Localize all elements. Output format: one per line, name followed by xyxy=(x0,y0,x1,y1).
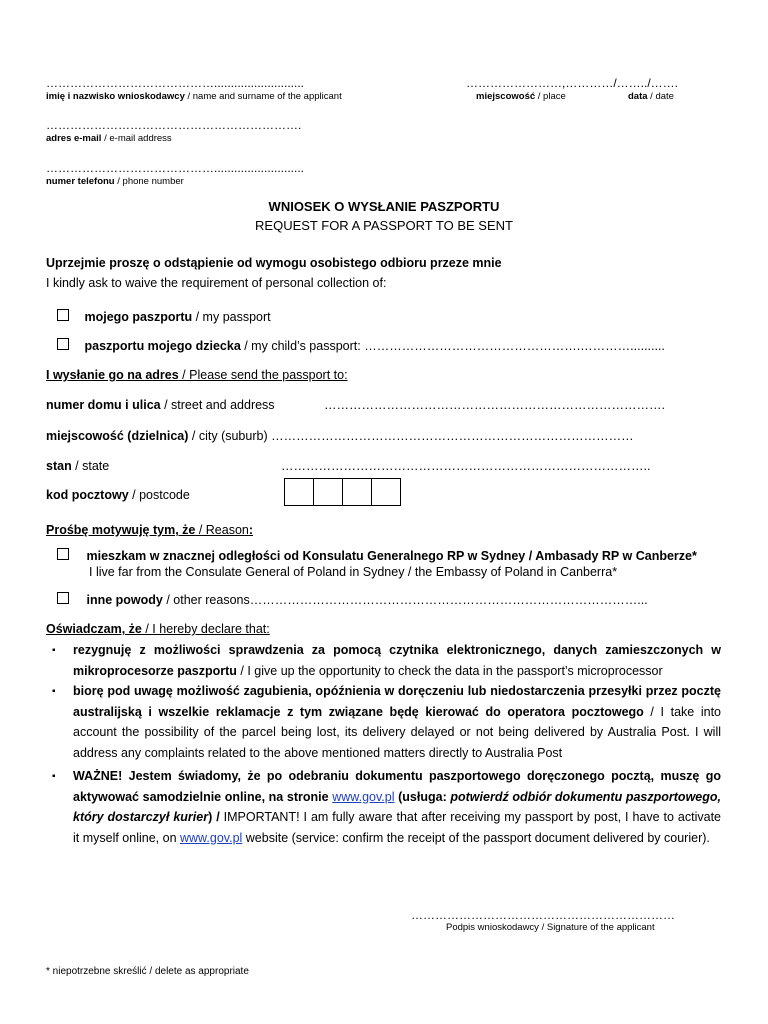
declare-heading-pl: Oświadczam, że xyxy=(46,622,142,636)
other-reasons-checkbox[interactable] xyxy=(57,592,69,604)
declare-heading xyxy=(46,622,270,636)
postcode-label-en: / postcode xyxy=(128,488,190,502)
city-label xyxy=(46,429,634,443)
date-label-pl: data xyxy=(628,91,648,102)
city-label-en: / city (suburb) xyxy=(188,429,272,443)
postcode-boxes[interactable] xyxy=(284,478,401,506)
place-label-en: / place xyxy=(535,91,566,102)
name-label-pl: imię i nazwisko wnioskodawcy xyxy=(46,91,185,102)
declaration-3-pl-c: potwierdź odbiór dokumentu paszportowego, który dostarczył kurier xyxy=(73,789,721,824)
postcode-box[interactable] xyxy=(313,478,343,506)
place-label-pl: miejscowość xyxy=(476,91,536,102)
name-field-line[interactable]: ……………………………………........................... xyxy=(46,76,305,90)
state-label-pl: stan xyxy=(46,459,72,473)
child-passport-dots[interactable]: …………………………………………….………….......... xyxy=(364,339,665,353)
reason-heading-colon: : xyxy=(248,523,254,537)
street-label-pl: numer domu i ulica xyxy=(46,398,161,412)
street-label xyxy=(46,398,275,412)
declare-heading-en: / I hereby declare that: xyxy=(141,622,270,636)
signature-field-line[interactable]: ………………………………………………………… xyxy=(411,908,675,922)
city-label-pl: miejscowość (dzielnica) xyxy=(46,429,189,443)
live-far-checkbox[interactable] xyxy=(57,548,69,560)
bullet-icon: ▪ xyxy=(52,686,56,697)
declaration-1-en: / I give up the opportunity to check the data in the passport’s microprocessor xyxy=(236,663,663,678)
option-my-passport[interactable] xyxy=(57,309,271,324)
live-far-label-pl: mieszkam w znacznej odległości od Konsulatu Generalnego RP w Sydney / Ambasady RP w Canberze* xyxy=(86,549,697,563)
phone-label-en: / phone number xyxy=(114,176,184,187)
declaration-3-pl-b: (usługa: xyxy=(394,789,451,804)
postcode-box[interactable] xyxy=(284,478,314,506)
phone-field-line[interactable]: ……………………………………........................... xyxy=(46,161,305,175)
date-label-en: / date xyxy=(647,91,674,102)
bullet-icon: ▪ xyxy=(52,771,56,782)
gov-pl-link[interactable]: www.gov.pl xyxy=(332,789,395,804)
my-passport-label-en: / my passport xyxy=(192,310,271,324)
state-field-line[interactable]: …………………………………………………………………………….. xyxy=(281,459,651,473)
phone-field-label xyxy=(46,176,184,187)
email-field-label xyxy=(46,133,172,144)
declaration-item-1 xyxy=(73,640,721,681)
city-field-line[interactable]: …………………………………………………………………………… xyxy=(271,429,634,443)
declaration-item-3 xyxy=(73,766,721,848)
option-live-far[interactable] xyxy=(57,548,697,563)
address-heading-en: / Please send the passport to: xyxy=(178,368,348,382)
place-date-field-line[interactable]: ……………………,…………/……../……. xyxy=(466,76,679,90)
live-far-label-en: I live far from the Consulate General of Poland in Sydney / the Embassy of Poland in Canberra* xyxy=(89,565,618,579)
intro-pl: Uprzejmie proszę o odstąpienie od wymogu osobistego odbioru przeze mnie xyxy=(46,256,502,270)
my-passport-checkbox[interactable] xyxy=(57,309,69,321)
child-passport-label-pl: paszportu mojego dziecka xyxy=(84,339,241,353)
child-passport-checkbox[interactable] xyxy=(57,338,69,350)
option-other-reasons[interactable] xyxy=(57,592,648,607)
email-label-pl: adres e-mail xyxy=(46,133,102,144)
footnote: * niepotrzebne skreślić / delete as appropriate xyxy=(46,966,249,977)
declaration-item-2 xyxy=(73,681,721,763)
my-passport-label-pl: mojego paszportu xyxy=(84,310,193,324)
declaration-1-pl: rezygnuję z możliwości sprawdzenia za pomocą czytnika elektronicznego, danych zamieszczonych w mikroprocesorze paszportu xyxy=(73,643,721,678)
phone-label-pl: numer telefonu xyxy=(46,176,115,187)
declaration-2-pl: biorę pod uwagę możliwość zagubienia, opóźnienia w doręczeniu lub niedostarczenia przesyłki przez pocztę australijską i wszelkie reklamacje z tym związane będę kierować do operatora pocztowego xyxy=(73,684,721,719)
name-field-label xyxy=(46,91,342,102)
reason-heading-pl: Prośbę motywuję tym, że xyxy=(46,523,196,537)
postcode-box[interactable] xyxy=(371,478,401,506)
declaration-3-en-b: website (service: confirm the receipt of the passport document delivered by courier). xyxy=(242,830,710,845)
signature-label: Podpis wnioskodawcy / Signature of the applicant xyxy=(446,922,655,933)
email-field-line[interactable]: ………………………………………………………. xyxy=(46,118,302,132)
address-heading xyxy=(46,368,348,382)
place-label xyxy=(476,91,566,102)
date-label xyxy=(628,91,674,102)
declaration-3-en-a: IMPORTANT! I am fully aware that after receiving my passport by post, I have to activate it myself online, on xyxy=(73,810,721,845)
page-title-en: REQUEST FOR A PASSPORT TO BE SENT xyxy=(255,218,513,233)
postcode-box[interactable] xyxy=(342,478,372,506)
option-child-passport[interactable] xyxy=(57,338,665,353)
state-label xyxy=(46,459,109,473)
name-label-en: / name and surname of the applicant xyxy=(184,91,342,102)
email-label-en: / e-mail address xyxy=(101,133,172,144)
child-passport-label-en: / my child’s passport: xyxy=(240,339,365,353)
street-field-line[interactable]: ………………………………………………………………………. xyxy=(324,398,665,412)
other-reasons-label-pl: inne powody xyxy=(86,593,163,607)
reason-heading-en: / Reason xyxy=(195,523,249,537)
reason-heading xyxy=(46,523,253,537)
declaration-2-en: / I take into account the possibility of the parcel being lost, its delivery delayed or not being delivered by Australia Post. I will address any complaints related to the above mentioned matters directly to Australia Post xyxy=(73,704,721,760)
street-label-en: / street and address xyxy=(160,398,275,412)
page-title-pl: WNIOSEK O WYSŁANIE PASZPORTU xyxy=(268,199,500,214)
state-label-en: / state xyxy=(71,459,110,473)
address-heading-pl: I wysłanie go na adres xyxy=(46,368,179,382)
postcode-label-pl: kod pocztowy xyxy=(46,488,129,502)
gov-pl-link-en[interactable]: www.gov.pl xyxy=(180,830,243,845)
postcode-label xyxy=(46,488,190,502)
declaration-3-pl-d: ) / xyxy=(208,810,220,824)
bullet-icon: ▪ xyxy=(52,645,56,656)
other-reasons-dots[interactable]: …………………………………………………………………………………... xyxy=(249,593,648,607)
declaration-3-pl-a: WAŻNE! Jestem świadomy, że po odebraniu dokumentu paszportowego doręczonego pocztą, muszę go aktywować samodzielnie online, na stronie xyxy=(73,769,721,804)
intro-en: I kindly ask to waive the requirement of personal collection of: xyxy=(46,276,387,290)
other-reasons-label-en: / other reasons xyxy=(162,593,250,607)
